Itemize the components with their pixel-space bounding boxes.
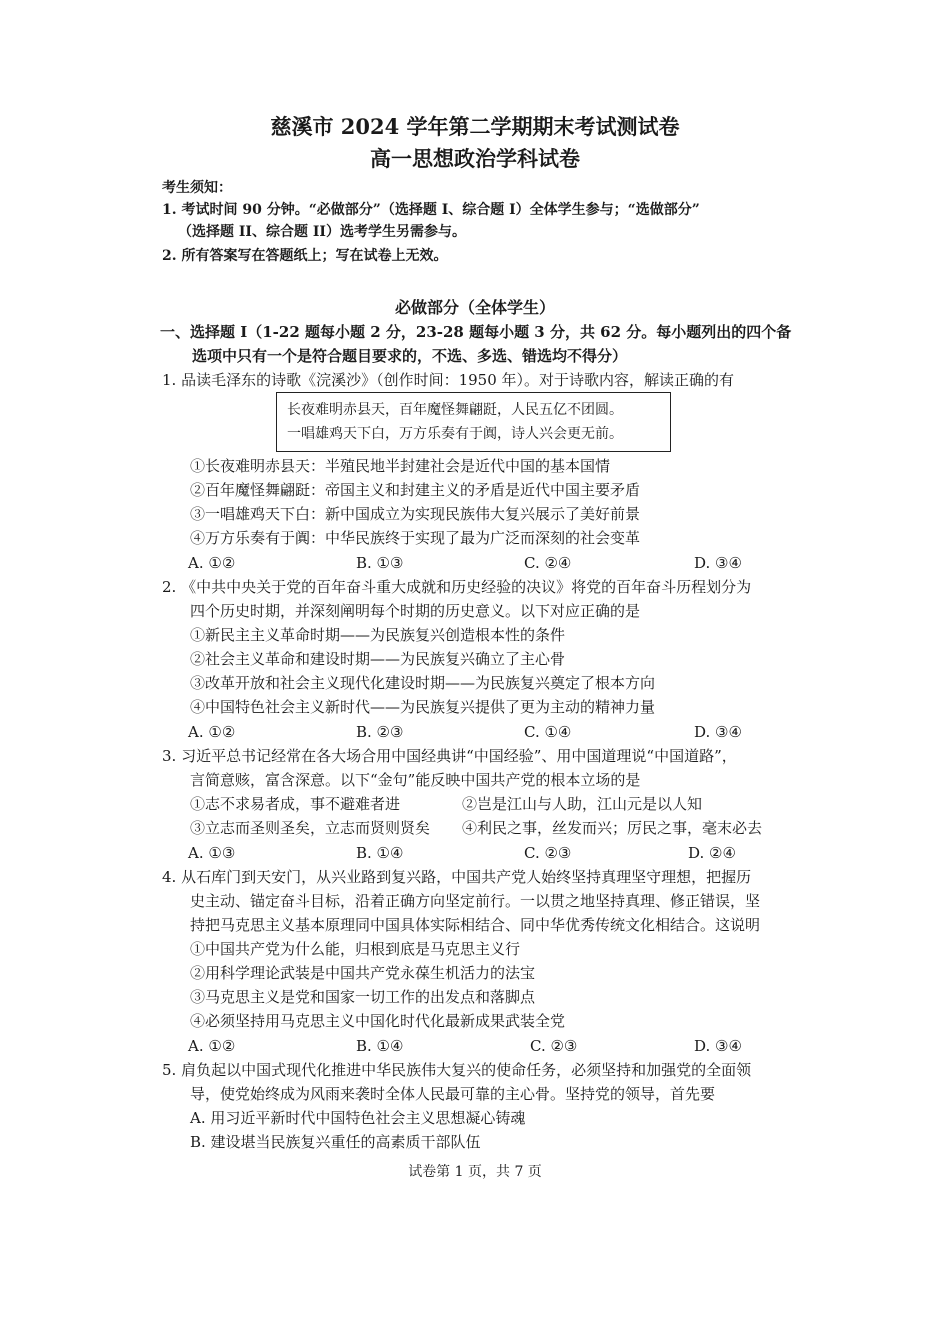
q2-option-b: B. ②③ (356, 723, 404, 741)
poem-box (276, 392, 671, 452)
exam-title: 慈溪市 2024 学年第二学期期末考试测试卷 (270, 114, 680, 139)
q2-stem: 2. 《中共中央关于党的百年奋斗重大成就和历史经验的决议》将党的百年奋斗历程划分为 (162, 578, 752, 596)
q1-statement-4: ④万方乐奏有于阗：中华民族终于实现了最为广泛而深刻的社会变革 (190, 529, 641, 547)
q2-statement-1: ①新民主主义革命时期——为民族复兴创造根本性的条件 (190, 626, 566, 644)
q1-statement-3: ③一唱雄鸡天下白：新中国成立为实现民族伟大复兴展示了美好前景 (190, 505, 641, 523)
q2-option-d: D. ③④ (694, 723, 742, 741)
q1-statement-2: ②百年魔怪舞翩跹：帝国主义和封建主义的矛盾是近代中国主要矛盾 (190, 481, 641, 499)
q4-option-d: D. ③④ (694, 1037, 742, 1055)
poem-line-1: 长夜难明赤县天，百年魔怪舞翩跹，人民五亿不团圆。 (287, 402, 623, 418)
exam-subtitle: 高一思想政治学科试卷 (370, 146, 580, 171)
q1-statement-1: ①长夜难明赤县天：半殖民地半封建社会是近代中国的基本国情 (190, 457, 611, 475)
q4-statement-1: ①中国共产党为什么能，归根到底是马克思主义行 (190, 940, 521, 958)
q3-statement-4: ④利民之事，丝发而兴；厉民之事，毫末必去 (462, 819, 763, 837)
q4-stem: 4. 从石库门到天安门，从兴业路到复兴路，中国共产党人始终坚持真理坚守理想，把握历 (162, 868, 752, 886)
q4-statement-2: ②用科学理论武装是中国共产党永葆生机活力的法宝 (190, 964, 536, 982)
q5-option-a: A. 用习近平新时代中国特色社会主义思想凝心铸魂 (190, 1109, 526, 1127)
q1-option-c: C. ②④ (524, 554, 572, 572)
q3-statement-2: ②岂是江山与人助，江山元是以人知 (462, 795, 703, 813)
q3-statement-3: ③立志而圣则圣矣，立志而贤则贤矣 (190, 819, 431, 837)
notice-item-1-cont: （选择题 II、综合题 II）选考学生另需参与。 (178, 224, 466, 240)
q3-option-c: C. ②③ (524, 844, 572, 862)
q3-option-a: A. ①③ (188, 844, 236, 862)
q4-statement-3: ③马克思主义是党和国家一切工作的出发点和落脚点 (190, 988, 536, 1006)
q2-option-c: C. ①④ (524, 723, 572, 741)
notice-item-1: 1. 考试时间 90 分钟。“必做部分”（选择题 I、综合题 I）全体学生参与；“选做部分” (162, 202, 700, 218)
q3-option-d: D. ②④ (688, 844, 736, 862)
q3-statement-1: ①志不求易者成，事不避难者进 (190, 795, 401, 813)
q5-stem: 5. 肩负起以中国式现代化推进中华民族伟大复兴的使命任务，必须坚持和加强党的全面领 (162, 1061, 752, 1079)
q1-option-d: D. ③④ (694, 554, 742, 572)
q2-statement-4: ④中国特色社会主义新时代——为民族复兴提供了更为主动的精神力量 (190, 698, 656, 716)
q3-stem-cont: 言简意赅，富含深意。以下“金句”能反映中国共产党的根本立场的是 (190, 771, 641, 789)
q1-option-b: B. ①③ (356, 554, 404, 572)
q4-option-b: B. ①④ (356, 1037, 404, 1055)
q1-option-a: A. ①② (188, 554, 236, 572)
q3-stem: 3. 习近平总书记经常在各大场合用中国经典讲“中国经验”、用中国道理说“中国道路”， (162, 747, 737, 765)
part1-instructions-cont: 选项中只有一个是符合题目要求的，不选、多选、错选均不得分） (192, 347, 628, 365)
q4-stem-cont-2: 持把马克思主义基本原理同中国具体实际相结合、同中华优秀传统文化相结合。这说明 (190, 916, 761, 934)
poem-line-2: 一唱雄鸡天下白，万方乐奏有于阗，诗人兴会更无前。 (287, 426, 623, 442)
section-heading: 必做部分（全体学生） (394, 298, 555, 317)
part1-instructions: 一、选择题 I（1-22 题每小题 2 分，23-28 题每小题 3 分，共 62 分。每小题列出的四个备 (160, 323, 792, 341)
q1-stem: 1. 品读毛泽东的诗歌《浣溪沙》（创作时间：1950 年）。对于诗歌内容，解读正确的有 (162, 371, 735, 389)
q2-option-a: A. ①② (188, 723, 236, 741)
q2-statement-2: ②社会主义革命和建设时期——为民族复兴确立了主心骨 (190, 650, 566, 668)
notice-heading: 考生须知： (162, 180, 232, 196)
q4-option-a: A. ①② (188, 1037, 236, 1055)
q3-option-b: B. ①④ (356, 844, 404, 862)
notice-item-2: 2. 所有答案写在答题纸上；写在试卷上无效。 (162, 248, 448, 264)
q5-option-b: B. 建设堪当民族复兴重任的高素质干部队伍 (190, 1133, 481, 1151)
q4-option-c: C. ②③ (530, 1037, 578, 1055)
q2-statement-3: ③改革开放和社会主义现代化建设时期——为民族复兴奠定了根本方向 (190, 674, 656, 692)
q2-stem-cont: 四个历史时期，并深刻阐明每个时期的历史意义。以下对应正确的是 (190, 602, 641, 620)
q4-stem-cont-1: 史主动、锚定奋斗目标，沿着正确方向坚定前行。一以贯之地坚持真理、修正错误，坚 (190, 892, 761, 910)
page-footer: 试卷第 1 页，共 7 页 (408, 1164, 542, 1180)
q5-stem-cont: 导，使党始终成为风雨来袭时全体人民最可靠的主心骨。坚持党的领导，首先要 (190, 1085, 716, 1103)
q4-statement-4: ④必须坚持用马克思主义中国化时代化最新成果武装全党 (190, 1012, 566, 1030)
